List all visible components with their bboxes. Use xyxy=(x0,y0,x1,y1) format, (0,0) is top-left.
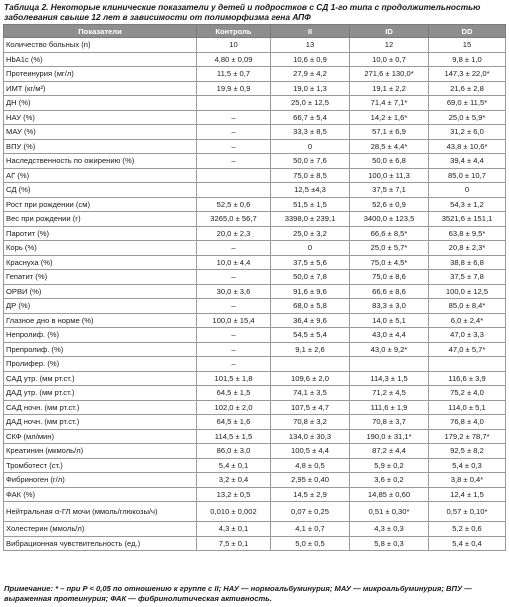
table-header-row xyxy=(4,25,506,38)
cell-indicator: Паротит (%) xyxy=(4,226,197,241)
table-row xyxy=(4,444,506,459)
cell-dd: 21,6 ± 2,8 xyxy=(429,81,506,96)
cell-id: 50,0 ± 6,8 xyxy=(350,154,429,169)
table-row xyxy=(4,139,506,154)
cell-id: 66,6 ± 8,6 xyxy=(350,284,429,299)
table-row xyxy=(4,429,506,444)
table-row xyxy=(4,536,506,551)
cell-dd: 0 xyxy=(429,183,506,198)
cell-ii: 37,5 ± 5,6 xyxy=(271,255,350,270)
table-row xyxy=(4,415,506,430)
cell-ii: 3398,0 ± 239,1 xyxy=(271,212,350,227)
cell-id: 43,0 ± 9,2* xyxy=(350,342,429,357)
cell-control: – xyxy=(197,139,271,154)
cell-indicator: ВПУ (%) xyxy=(4,139,197,154)
cell-ii: 54,5 ± 5,4 xyxy=(271,328,350,343)
cell-indicator: ДАД утр. (мм рт.ст.) xyxy=(4,386,197,401)
cell-dd: 47,0 ± 3,3 xyxy=(429,328,506,343)
cell-dd: 5,4 ± 0,4 xyxy=(429,536,506,551)
table-row xyxy=(4,502,506,522)
cell-ii: 5,0 ± 0,5 xyxy=(271,536,350,551)
cell-control: – xyxy=(197,110,271,125)
cell-id: 87,2 ± 4,4 xyxy=(350,444,429,459)
cell-dd: 3521,6 ± 151,1 xyxy=(429,212,506,227)
cell-id: 52,6 ± 0,9 xyxy=(350,197,429,212)
cell-control: 101,5 ± 1,8 xyxy=(197,371,271,386)
cell-dd: 5,2 ± 0,6 xyxy=(429,522,506,537)
cell-indicator: Непролиф. (%) xyxy=(4,328,197,343)
table-footnote: Примечание: * – при P < 0,05 по отношению к группе с II; НАУ — нормоальбуминурия; МАУ — микроальбуминурия; ВПУ — выраженная протеинурия; ФАК — фибринолитическая активность. xyxy=(4,584,472,603)
cell-dd: 38,8 ± 6,8 xyxy=(429,255,506,270)
cell-ii: 74,1 ± 3,5 xyxy=(271,386,350,401)
cell-id: 111,6 ± 1,9 xyxy=(350,400,429,415)
cell-id: 25,0 ± 5,7* xyxy=(350,241,429,256)
table-row xyxy=(4,255,506,270)
cell-dd: 54,3 ± 1,2 xyxy=(429,197,506,212)
cell-dd: 47,0 ± 5,7* xyxy=(429,342,506,357)
cell-dd: 20,8 ± 2,3* xyxy=(429,241,506,256)
cell-id: 14,2 ± 1,6* xyxy=(350,110,429,125)
table-row xyxy=(4,125,506,140)
cell-dd: 69,0 ± 11,5* xyxy=(429,96,506,111)
table-row xyxy=(4,270,506,285)
table-row xyxy=(4,458,506,473)
cell-ii: 50,0 ± 7,8 xyxy=(271,270,350,285)
cell-dd xyxy=(429,357,506,372)
cell-ii: 50,0 ± 7,6 xyxy=(271,154,350,169)
cell-indicator: СД (%) xyxy=(4,183,197,198)
table-row xyxy=(4,328,506,343)
cell-id: 4,3 ± 0,3 xyxy=(350,522,429,537)
cell-indicator: МАУ (%) xyxy=(4,125,197,140)
table-row xyxy=(4,212,506,227)
cell-indicator: Краснуха (%) xyxy=(4,255,197,270)
cell-control: 10,0 ± 4,4 xyxy=(197,255,271,270)
cell-id: 43,0 ± 4,4 xyxy=(350,328,429,343)
table-row xyxy=(4,67,506,82)
cell-dd: 63,8 ± 9,5* xyxy=(429,226,506,241)
cell-ii: 91,6 ± 9,6 xyxy=(271,284,350,299)
cell-ii: 9,1 ± 2,6 xyxy=(271,342,350,357)
cell-indicator: Холестерин (ммоль/л) xyxy=(4,522,197,537)
cell-indicator: Корь (%) xyxy=(4,241,197,256)
cell-ii: 100,5 ± 4,4 xyxy=(271,444,350,459)
table-row xyxy=(4,226,506,241)
cell-control: 19,9 ± 0,9 xyxy=(197,81,271,96)
cell-indicator: НАУ (%) xyxy=(4,110,197,125)
cell-ii: 75,0 ± 8,5 xyxy=(271,168,350,183)
cell-dd: 0,57 ± 0,10* xyxy=(429,502,506,522)
cell-dd: 114,0 ± 5,1 xyxy=(429,400,506,415)
cell-control: – xyxy=(197,342,271,357)
cell-control: 7,5 ± 0,1 xyxy=(197,536,271,551)
cell-dd: 116,6 ± 3,9 xyxy=(429,371,506,386)
cell-control: 52,5 ± 0,6 xyxy=(197,197,271,212)
cell-ii: 107,5 ± 4,7 xyxy=(271,400,350,415)
cell-control: 64,5 ± 1,5 xyxy=(197,386,271,401)
cell-id: 12 xyxy=(350,38,429,53)
table-row xyxy=(4,400,506,415)
cell-ii: 134,0 ± 30,3 xyxy=(271,429,350,444)
cell-ii: 66,7 ± 5,4 xyxy=(271,110,350,125)
cell-indicator: Наследственность по ожирению (%) xyxy=(4,154,197,169)
cell-control: 0,010 ± 0,002 xyxy=(197,502,271,522)
cell-indicator: ДАД ночн. (мм рт.ст.) xyxy=(4,415,197,430)
cell-ii: 2,95 ± 0,40 xyxy=(271,473,350,488)
cell-indicator: ДР (%) xyxy=(4,299,197,314)
cell-control: 114,5 ± 1,5 xyxy=(197,429,271,444)
cell-dd: 43,8 ± 10,6* xyxy=(429,139,506,154)
cell-indicator: ИМТ (кг/м²) xyxy=(4,81,197,96)
column-header-id: ID xyxy=(350,25,429,38)
cell-ii: 10,6 ± 0,9 xyxy=(271,52,350,67)
cell-control: 64,5 ± 1,6 xyxy=(197,415,271,430)
cell-dd: 76,8 ± 4,0 xyxy=(429,415,506,430)
table-row xyxy=(4,183,506,198)
cell-id: 75,0 ± 8,6 xyxy=(350,270,429,285)
cell-control: 30,0 ± 3,6 xyxy=(197,284,271,299)
cell-id: 71,2 ± 4,5 xyxy=(350,386,429,401)
cell-indicator: Вибрационная чувствительность (ед.) xyxy=(4,536,197,551)
cell-id: 83,3 ± 3,0 xyxy=(350,299,429,314)
column-header-indicator: Показатели xyxy=(4,25,197,38)
cell-id: 57,1 ± 6,9 xyxy=(350,125,429,140)
table-row xyxy=(4,110,506,125)
cell-id: 114,3 ± 1,5 xyxy=(350,371,429,386)
cell-dd: 85,0 ± 8,4* xyxy=(429,299,506,314)
cell-ii: 0 xyxy=(271,241,350,256)
cell-indicator: ОРВИ (%) xyxy=(4,284,197,299)
table-row xyxy=(4,371,506,386)
cell-control: 86,0 ± 3,0 xyxy=(197,444,271,459)
cell-dd: 25,0 ± 5,9* xyxy=(429,110,506,125)
cell-id: 0,51 ± 0,30* xyxy=(350,502,429,522)
table-row xyxy=(4,357,506,372)
cell-control: 100,0 ± 15,4 xyxy=(197,313,271,328)
cell-id: 37,5 ± 7,1 xyxy=(350,183,429,198)
table-row xyxy=(4,386,506,401)
cell-dd: 15 xyxy=(429,38,506,53)
cell-ii: 51,5 ± 1,5 xyxy=(271,197,350,212)
cell-id: 5,9 ± 0,2 xyxy=(350,458,429,473)
cell-id: 100,0 ± 11,3 xyxy=(350,168,429,183)
cell-indicator: Креатинин (мкмоль/л) xyxy=(4,444,197,459)
table-row xyxy=(4,522,506,537)
cell-control: – xyxy=(197,270,271,285)
cell-control: 13,2 ± 0,5 xyxy=(197,487,271,502)
cell-id: 75,0 ± 4,5* xyxy=(350,255,429,270)
cell-id: 70,8 ± 3,7 xyxy=(350,415,429,430)
cell-control: 102,0 ± 2,0 xyxy=(197,400,271,415)
cell-control: 5,4 ± 0,1 xyxy=(197,458,271,473)
cell-ii: 14,5 ± 2,9 xyxy=(271,487,350,502)
cell-ii: 4,1 ± 0,7 xyxy=(271,522,350,537)
cell-control: – xyxy=(197,125,271,140)
cell-indicator: АГ (%) xyxy=(4,168,197,183)
cell-id: 3,6 ± 0,2 xyxy=(350,473,429,488)
cell-indicator: Препролиф. (%) xyxy=(4,342,197,357)
column-header-control: Контроль xyxy=(197,25,271,38)
cell-ii: 12,5 ±4,3 xyxy=(271,183,350,198)
cell-ii: 36,4 ± 9,6 xyxy=(271,313,350,328)
cell-indicator: Количество больных (n) xyxy=(4,38,197,53)
table-body xyxy=(4,38,506,551)
table-row xyxy=(4,38,506,53)
cell-ii: 109,6 ± 2,0 xyxy=(271,371,350,386)
cell-control: 4,80 ± 0,09 xyxy=(197,52,271,67)
cell-indicator: Гепатит (%) xyxy=(4,270,197,285)
cell-control: – xyxy=(197,357,271,372)
cell-control: 3265,0 ± 56,7 xyxy=(197,212,271,227)
cell-ii: 70,8 ± 3,2 xyxy=(271,415,350,430)
cell-ii: 25,0 ± 3,2 xyxy=(271,226,350,241)
cell-control: 4,3 ± 0,1 xyxy=(197,522,271,537)
cell-control: 11,5 ± 0,7 xyxy=(197,67,271,82)
cell-ii: 0 xyxy=(271,139,350,154)
cell-id: 271,6 ± 130,0* xyxy=(350,67,429,82)
cell-id: 190,0 ± 31,1* xyxy=(350,429,429,444)
column-header-ii: II xyxy=(271,25,350,38)
table-title: Таблица 2. Некоторые клинические показатели у детей и подростков с СД 1-го типа с продолжительностью заболевания свыше 12 лет в зависимости от полиморфизма гена АПФ xyxy=(4,2,481,22)
cell-dd: 75,2 ± 4,0 xyxy=(429,386,506,401)
cell-indicator: СКФ (мл/мин) xyxy=(4,429,197,444)
cell-indicator: Вес при рождении (г) xyxy=(4,212,197,227)
table-row xyxy=(4,168,506,183)
cell-control: 20,0 ± 2,3 xyxy=(197,226,271,241)
table-row xyxy=(4,197,506,212)
cell-control: – xyxy=(197,241,271,256)
cell-indicator: САД ночн. (мм рт.ст.) xyxy=(4,400,197,415)
cell-control: – xyxy=(197,299,271,314)
cell-dd: 147,3 ± 22,0* xyxy=(429,67,506,82)
cell-dd: 92,5 ± 8,2 xyxy=(429,444,506,459)
table-row xyxy=(4,313,506,328)
cell-dd: 100,0 ± 12,5 xyxy=(429,284,506,299)
cell-id: 3400,0 ± 123,5 xyxy=(350,212,429,227)
cell-dd: 85,0 ± 10,7 xyxy=(429,168,506,183)
cell-control: – xyxy=(197,154,271,169)
cell-id: 28,5 ± 4,4* xyxy=(350,139,429,154)
table-row xyxy=(4,96,506,111)
cell-ii: 68,0 ± 5,8 xyxy=(271,299,350,314)
cell-ii: 33,3 ± 8,5 xyxy=(271,125,350,140)
cell-ii: 25,0 ± 12,5 xyxy=(271,96,350,111)
cell-id: 5,8 ± 0,3 xyxy=(350,536,429,551)
table-row xyxy=(4,473,506,488)
cell-id: 10,0 ± 0,7 xyxy=(350,52,429,67)
table-row xyxy=(4,241,506,256)
clinical-indicators-table xyxy=(3,24,506,551)
cell-indicator: HbA1c (%) xyxy=(4,52,197,67)
cell-id: 71,4 ± 7,1* xyxy=(350,96,429,111)
cell-control: 3,2 ± 0,4 xyxy=(197,473,271,488)
cell-dd: 3,8 ± 0,4* xyxy=(429,473,506,488)
cell-dd: 12,4 ± 1,5 xyxy=(429,487,506,502)
table-row xyxy=(4,52,506,67)
table-row xyxy=(4,487,506,502)
cell-id xyxy=(350,357,429,372)
cell-dd: 6,0 ± 2,4* xyxy=(429,313,506,328)
cell-id: 19,1 ± 2,2 xyxy=(350,81,429,96)
cell-control xyxy=(197,96,271,111)
cell-ii: 19,0 ± 1,3 xyxy=(271,81,350,96)
cell-dd: 9,8 ± 1,0 xyxy=(429,52,506,67)
cell-dd: 37,5 ± 7,8 xyxy=(429,270,506,285)
cell-indicator: Тромботест (ст.) xyxy=(4,458,197,473)
cell-dd: 31,2 ± 6,0 xyxy=(429,125,506,140)
cell-id: 66,6 ± 8,5* xyxy=(350,226,429,241)
cell-ii: 13 xyxy=(271,38,350,53)
cell-indicator: Пролифер. (%) xyxy=(4,357,197,372)
cell-indicator: ДН (%) xyxy=(4,96,197,111)
cell-id: 14,85 ± 0,60 xyxy=(350,487,429,502)
cell-ii: 4,8 ± 0,5 xyxy=(271,458,350,473)
cell-ii: 0,07 ± 0,25 xyxy=(271,502,350,522)
cell-control: 10 xyxy=(197,38,271,53)
cell-indicator: Фибриноген (г/л) xyxy=(4,473,197,488)
table-row xyxy=(4,342,506,357)
cell-dd: 5,4 ± 0,3 xyxy=(429,458,506,473)
column-header-dd: DD xyxy=(429,25,506,38)
cell-dd: 179,2 ± 78,7* xyxy=(429,429,506,444)
cell-indicator: Глазное дно в норме (%) xyxy=(4,313,197,328)
table-row xyxy=(4,154,506,169)
table-row xyxy=(4,284,506,299)
cell-dd: 39,4 ± 4,4 xyxy=(429,154,506,169)
cell-ii xyxy=(271,357,350,372)
cell-indicator: Нейтральная α-ГЛ мочи (ммоль/глюкозы/ч) xyxy=(4,502,197,522)
cell-indicator: ФАК (%) xyxy=(4,487,197,502)
cell-control xyxy=(197,168,271,183)
cell-control xyxy=(197,183,271,198)
cell-indicator: САД утр. (мм рт.ст.) xyxy=(4,371,197,386)
cell-control: – xyxy=(197,328,271,343)
table-row xyxy=(4,81,506,96)
table-row xyxy=(4,299,506,314)
cell-ii: 27,9 ± 4,2 xyxy=(271,67,350,82)
cell-id: 14,0 ± 5,1 xyxy=(350,313,429,328)
cell-indicator: Протеинурия (мг/л) xyxy=(4,67,197,82)
cell-indicator: Рост при рождении (см) xyxy=(4,197,197,212)
